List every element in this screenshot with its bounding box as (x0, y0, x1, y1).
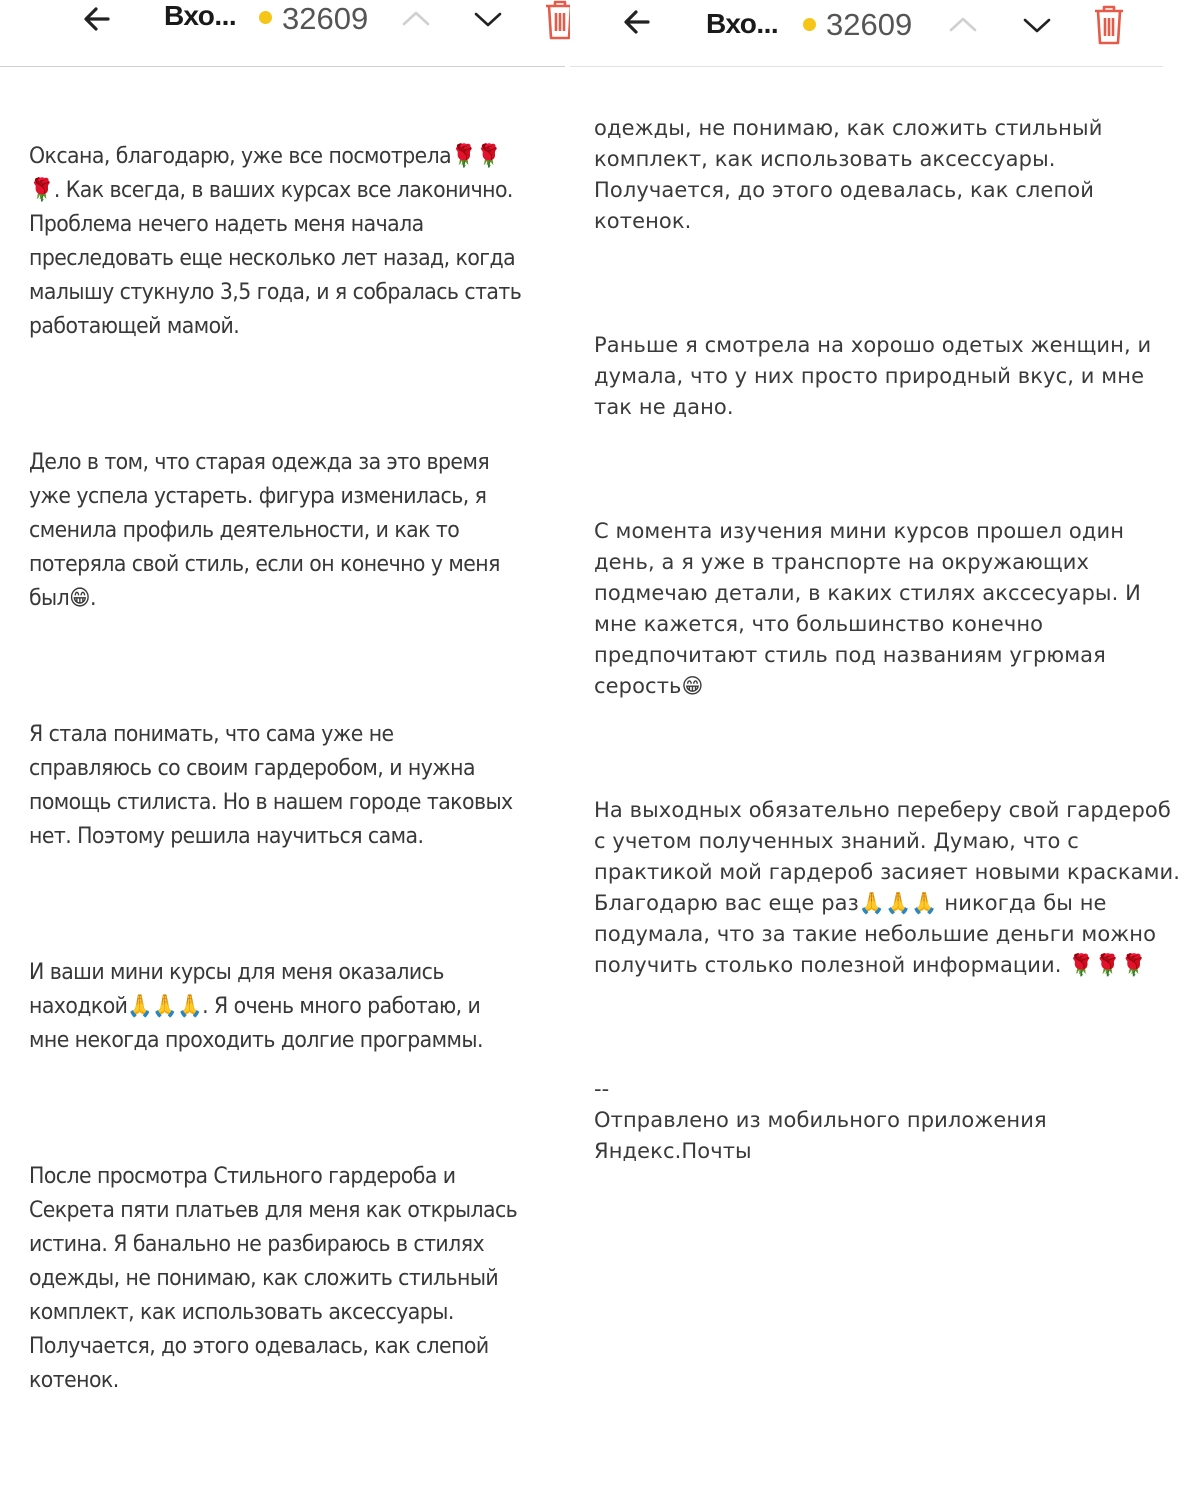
unread-dot-icon (803, 18, 816, 31)
email-paragraph: Я стала понимать, что сама уже не справляюсь со своим гардеробом, и нужна помощь стилиста. Но в нашем городе таковых нет. Поэтому решила научиться сама. (29, 722, 519, 849)
chevron-down-icon[interactable] (473, 11, 503, 29)
email-paragraph: Дело в том, что старая одежда за это время уже успела устареть. фигура изменилась, я сменила профиль деятельности, и как то потеряла свой стиль, если он конечно у меня был😁. (29, 450, 506, 611)
chevron-up-icon[interactable] (948, 15, 978, 33)
email-body (594, 51, 1187, 1260)
email-signature: -- Отправлено из мобильного приложения Яндекс.Почты (594, 1077, 1047, 1163)
unread-dot-icon (259, 11, 272, 24)
email-paragraph: И ваши мини курсы для меня оказались находкой🙏🙏🙏. Я очень много работаю, и мне некогда проходить долгие программы. (29, 960, 487, 1053)
email-paragraph: Раньше я смотрела на хорошо одетых женщин, и думала, что у них просто природный вкус, и мне так не дано. (594, 333, 1159, 419)
email-view-left (0, 0, 565, 1393)
email-paragraph: На выходных обязательно переберу свой гардероб с учетом полученных знаний. Думаю, что с практикой мой гардероб засияет новыми красками. Благодарю вас еще раз🙏🙏🙏 никогда бы не подумала, что за такие небольшие деньги можно получить столько полезной информации. 🌹🌹🌹 (594, 798, 1187, 977)
arrow-left-icon[interactable] (620, 5, 660, 39)
header-bar (0, 0, 565, 67)
trash-icon[interactable] (1092, 5, 1126, 45)
email-paragraph: Оксана, благодарю, уже все посмотрела🌹🌹🌹. Как всегда, в ваших курсах все лаконично. Проблема нечего надеть меня начала преследовать еще несколько лет назад, когда малышу стукнуло 3,5 года, и я собралась стать работающей мамой. (29, 144, 528, 339)
email-paragraph: С момента изучения мини курсов прошел один день, а я уже в транспорте на окружающих подмечаю детали, в каких стилях акссесуары. И мне кажется, что большинство конечно предпочитают стиль под названиям угрюмая серость😁 (594, 519, 1148, 698)
email-paragraph: После просмотра Стильного гардероба и Секрета пяти платьев для меня как открылась истина. Я банально не разбираюсь в стилях одежды, не понимаю, как сложить стильный комплект, как использовать аксессуары. Получается, до этого одевалась, как слепой котенок. (29, 1164, 524, 1393)
folder-title[interactable]: Вхо... (706, 8, 779, 39)
unread-count: 32609 (826, 7, 913, 42)
folder-title[interactable]: Вхо... (164, 0, 237, 31)
email-view-right (570, 0, 1193, 1163)
chevron-down-icon[interactable] (1022, 17, 1052, 35)
chevron-up-icon[interactable] (401, 9, 431, 27)
arrow-left-icon[interactable] (80, 2, 120, 36)
unread-count: 32609 (282, 1, 369, 36)
email-paragraph: одежды, не понимаю, как сложить стильный комплект, как использовать аксессуары. Получается, до этого одевалась, как слепой котенок. (594, 116, 1110, 233)
header-bar (570, 0, 1163, 67)
email-body (29, 72, 528, 1500)
